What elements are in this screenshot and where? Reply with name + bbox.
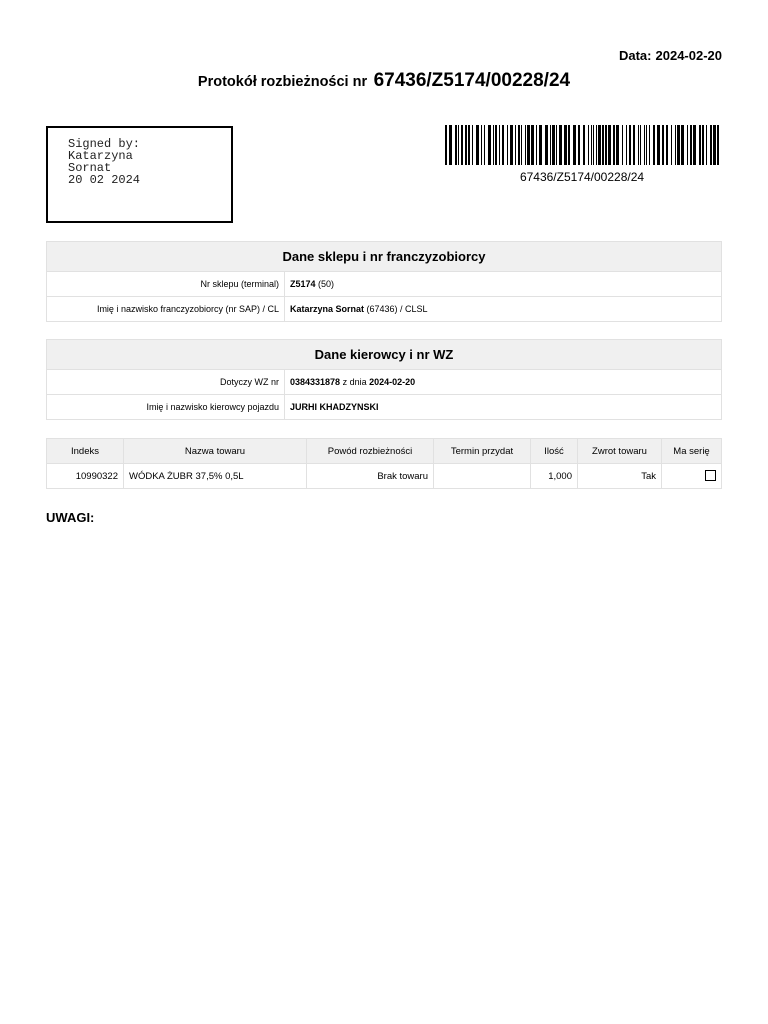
barcode-bar: [644, 125, 645, 165]
barcode-bar: [499, 125, 500, 165]
barcode-bar: [713, 125, 716, 165]
barcode-bar: [598, 125, 601, 165]
shop-number-value: Z5174 (50): [285, 272, 722, 297]
barcode-bar: [564, 125, 567, 165]
franchisee-value: Katarzyna Sornat (67436) / CLSL: [285, 297, 722, 322]
col-header-indeks: Indeks: [47, 439, 124, 464]
barcode-bar: [495, 125, 497, 165]
barcode-bar: [493, 125, 494, 165]
driver-label: Imię i nazwisko kierowcy pojazdu: [47, 395, 285, 420]
barcode-bar: [671, 125, 672, 165]
barcode-bar: [545, 125, 548, 165]
barcode-bar: [613, 125, 615, 165]
barcode-bar: [488, 125, 491, 165]
barcode-bar: [465, 125, 467, 165]
barcode-bar: [468, 125, 470, 165]
protocol-number: 67436/Z5174/00228/24: [373, 70, 571, 91]
barcode-bar: [616, 125, 619, 165]
cell-indeks: 10990322: [47, 464, 124, 489]
barcode-bar: [662, 125, 664, 165]
barcode-bar: [638, 125, 639, 165]
barcode-bar: [559, 125, 562, 165]
barcode-bar: [531, 125, 534, 165]
barcode-bar: [675, 125, 676, 165]
barcode-bar: [521, 125, 522, 165]
barcode-bar: [588, 125, 589, 165]
barcode-bar: [461, 125, 463, 165]
barcode-bar: [596, 125, 597, 165]
driver-section-title: Dane kierowcy i nr WZ: [47, 340, 722, 370]
cell-nazwa: WÓDKA ŻUBR 37,5% 0,5L: [124, 464, 307, 489]
barcode-bar: [458, 125, 459, 165]
col-header-ilosc: Ilość: [531, 439, 578, 464]
wz-value: 0384331878 z dnia 2024-02-20: [285, 370, 722, 395]
franchisee-label: Imię i nazwisko franczyzobiorcy (nr SAP) / CL: [47, 297, 285, 322]
barcode-bar: [550, 125, 551, 165]
barcode-bar: [666, 125, 668, 165]
page-title: [0, 70, 768, 92]
barcode-bar: [629, 125, 631, 165]
date-label: Data:: [618, 48, 652, 63]
barcode: [445, 125, 719, 165]
barcode-bar: [657, 125, 660, 165]
barcode-bar: [710, 125, 712, 165]
table-row: [47, 464, 722, 489]
barcode-bar: [472, 125, 473, 165]
barcode-bar: [539, 125, 542, 165]
barcode-bar: [510, 125, 513, 165]
barcode-bar: [455, 125, 457, 165]
barcode-bar: [649, 125, 650, 165]
items-table: [46, 438, 722, 489]
barcode-bar: [717, 125, 719, 165]
wz-label: Dotyczy WZ nr: [47, 370, 285, 395]
driver-section: [46, 339, 722, 420]
col-header-termin: Termin przydat: [434, 439, 531, 464]
barcode-bar: [608, 125, 611, 165]
barcode-bar: [578, 125, 580, 165]
driver-row: [47, 395, 722, 420]
barcode-bar: [536, 125, 537, 165]
cell-termin: [434, 464, 531, 489]
barcode-bar: [518, 125, 520, 165]
cell-zwrot: Tak: [578, 464, 662, 489]
barcode-bar: [626, 125, 627, 165]
notes-label: UWAGI:: [46, 510, 95, 525]
barcode-bar: [690, 125, 692, 165]
signature-text: Signed by: Katarzyna Sornat 20 02 2024: [68, 137, 141, 187]
barcode-bar: [445, 125, 447, 165]
barcode-bar: [699, 125, 701, 165]
barcode-bar: [706, 125, 707, 165]
signature-box: [46, 126, 233, 223]
shop-row: [47, 272, 722, 297]
barcode-bar: [702, 125, 704, 165]
barcode-text: 67436/Z5174/00228/24: [519, 170, 645, 184]
barcode-bar: [593, 125, 594, 165]
barcode-bar: [449, 125, 452, 165]
barcode-bar: [693, 125, 696, 165]
barcode-bar: [605, 125, 607, 165]
barcode-bar: [677, 125, 680, 165]
document-date: [619, 48, 722, 63]
barcode-bar: [515, 125, 516, 165]
shop-section: [46, 241, 722, 322]
col-header-nazwa: Nazwa towaru: [124, 439, 307, 464]
wz-row: [47, 370, 722, 395]
barcode-bar: [481, 125, 482, 165]
barcode-bar: [527, 125, 530, 165]
barcode-bar: [646, 125, 647, 165]
col-header-ma-serie: Ma serię: [662, 439, 722, 464]
barcode-bar: [640, 125, 641, 165]
barcode-bar: [591, 125, 592, 165]
shop-number-label: Nr sklepu (terminal): [47, 272, 285, 297]
barcode-bar: [556, 125, 557, 165]
col-header-zwrot: Zwrot towaru: [578, 439, 662, 464]
barcode-bar: [602, 125, 604, 165]
cell-ma-serie: [662, 464, 722, 489]
barcode-bar: [681, 125, 684, 165]
barcode-bar: [633, 125, 635, 165]
barcode-bar: [476, 125, 479, 165]
barcode-bar: [573, 125, 576, 165]
ma-serie-checkbox[interactable]: [705, 470, 716, 481]
barcode-bar: [568, 125, 570, 165]
barcode-bar: [502, 125, 504, 165]
barcode-bar: [653, 125, 655, 165]
title-label: Protokół rozbieżności nr: [197, 74, 368, 90]
col-header-powod: Powód rozbieżności: [307, 439, 434, 464]
items-header-row: [47, 439, 722, 464]
cell-ilosc: 1,000: [531, 464, 578, 489]
barcode-bar: [552, 125, 555, 165]
barcode-bar: [507, 125, 508, 165]
shop-section-title: Dane sklepu i nr franczyzobiorcy: [47, 242, 722, 272]
barcode-bar: [583, 125, 585, 165]
barcode-bar: [622, 125, 623, 165]
cell-powod: Brak towaru: [307, 464, 434, 489]
barcode-bar: [687, 125, 688, 165]
driver-value: JURHI KHADZYNSKI: [285, 395, 722, 420]
barcode-bar: [484, 125, 485, 165]
barcode-bar: [525, 125, 526, 165]
franchisee-row: [47, 297, 722, 322]
date-value: 2024-02-20: [655, 48, 722, 63]
